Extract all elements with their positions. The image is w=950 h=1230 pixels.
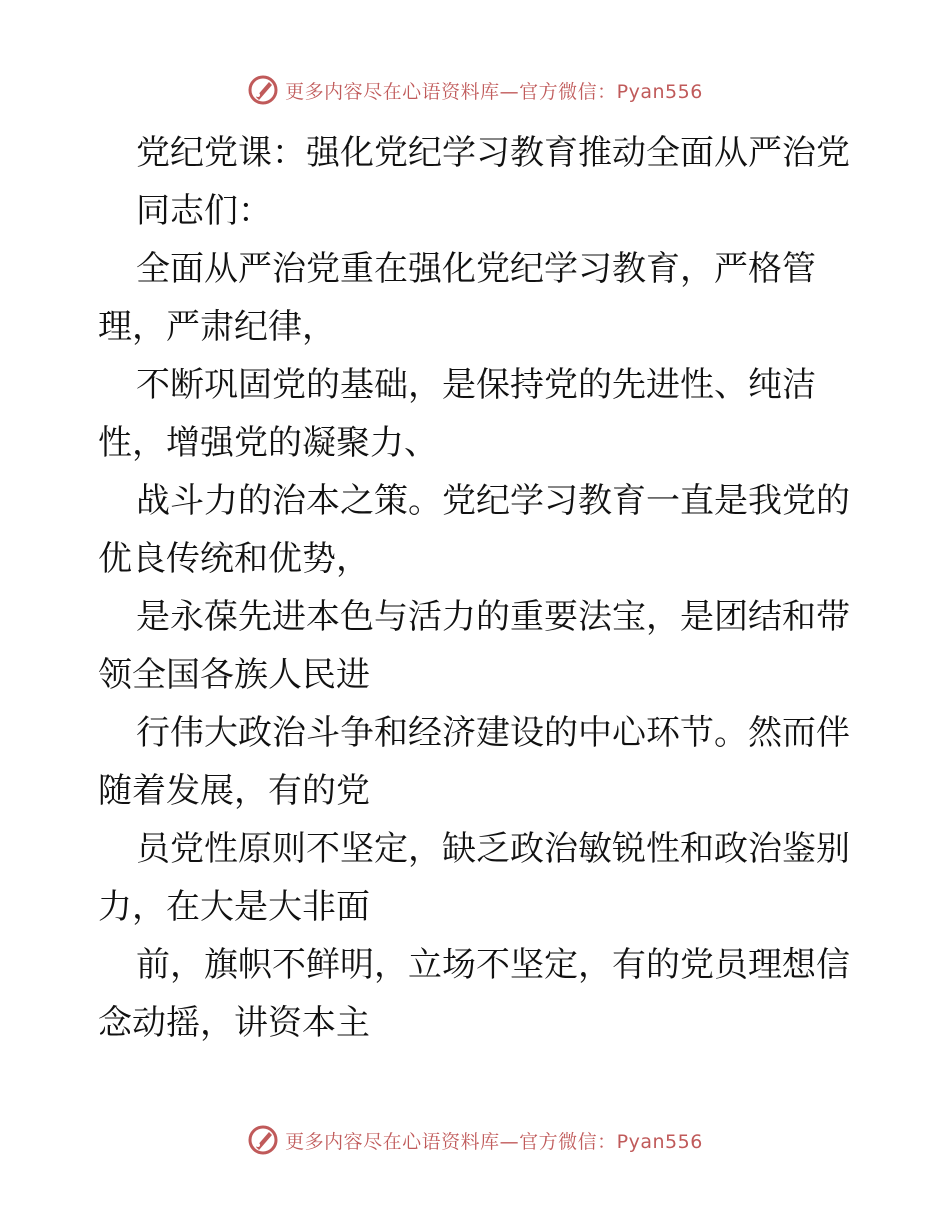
text-line: 员党性原则不坚定，缺乏政治敏锐性和政治鉴别: [136, 829, 850, 869]
watermark-text: 更多内容尽在心语资料库—官方微信：Pyan556: [285, 1130, 703, 1153]
header-watermark: [0, 70, 950, 110]
text-line: 前，旗帜不鲜明，立场不坚定，有的党员理想信: [136, 945, 850, 985]
text-line: 理，严肃纪律，: [98, 307, 336, 347]
document-body: [98, 124, 858, 1052]
text-line: 随着发展，有的党: [98, 771, 370, 811]
text-line: 不断巩固党的基础，是保持党的先进性、纯洁: [136, 365, 816, 405]
footer-watermark: [0, 1120, 950, 1160]
text-line: 战斗力的治本之策。党纪学习教育一直是我党的: [136, 481, 850, 521]
pen-logo-icon: [247, 74, 279, 106]
text-line: 优良传统和优势，: [98, 539, 370, 579]
text-line: 全面从严治党重在强化党纪学习教育，严格管: [136, 249, 816, 289]
pen-logo-icon: [247, 1124, 279, 1156]
watermark-text: 更多内容尽在心语资料库—官方微信：Pyan556: [285, 80, 703, 103]
text-line: 是永葆先进本色与活力的重要法宝，是团结和带: [136, 597, 850, 637]
text-line: 性，增强党的凝聚力、: [98, 423, 438, 463]
text-line: 力，在大是大非面: [98, 887, 370, 927]
text-line: 领全国各族人民进: [98, 655, 370, 695]
document-title: 党纪党课：强化党纪学习教育推动全面从严治党: [136, 133, 850, 173]
text-line: 同志们：: [136, 191, 272, 231]
text-line: 行伟大政治斗争和经济建设的中心环节。然而伴: [136, 713, 850, 753]
text-line: 念动摇，讲资本主: [98, 1003, 370, 1043]
